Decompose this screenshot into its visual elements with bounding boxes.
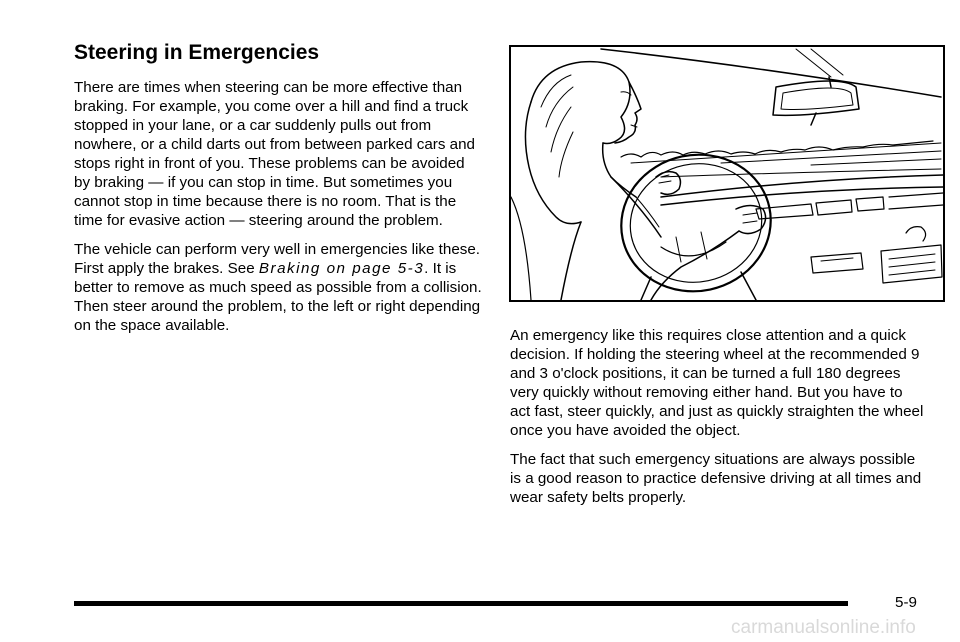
left-column (74, 40, 484, 345)
right-column (510, 326, 925, 517)
paragraph-2-text-start: The vehicle can perform very well in emergencies like these. First apply the brakes. See (74, 241, 481, 277)
braking-page-link[interactable]: Braking on page 5‑3 (258, 260, 425, 277)
paragraph-3: An emergency like this requires close attention and a quick decision. If holding the steering wheel at the recommended 9 and 3 o'clock positions, it can be turned a full 180 degrees very quickly without removing either hand. But you have to act fast, steer quickly, and just as quickly straighten the wheel once you have avoided the object. (510, 327, 924, 439)
paragraph-1: There are times when steering can be more effective than braking. For example, you come over a hill and find a truck stopped in your lane, or a car suddenly pulls out from nowhere, or a child darts out from between parked cars and stops right in front of you. These problems can be avoided by braking — if you can stop in time. But sometimes you cannot stop in time because there is no room. That is the time for evasive action — steering around the problem. (74, 79, 476, 229)
page-number: 5-9 (895, 594, 917, 611)
watermark: carmanualsonline.info (731, 617, 916, 638)
paragraph-4: The fact that such emergency situations are always possible is a good reason to practice defensive driving at all times and wear safety belts properly. (510, 451, 922, 506)
steering-wheel (609, 141, 784, 300)
paragraph-2-text-end: . It is better to remove as much speed as possible from a collision. Then steer around the problem, to the left or right depending on the space available. (74, 260, 482, 334)
rear-view-mirror (773, 77, 859, 125)
section-heading: Steering in Emergencies (74, 41, 320, 64)
paragraph-2 (74, 240, 484, 335)
footer-rule (74, 601, 848, 606)
driver-illustration (509, 45, 945, 302)
